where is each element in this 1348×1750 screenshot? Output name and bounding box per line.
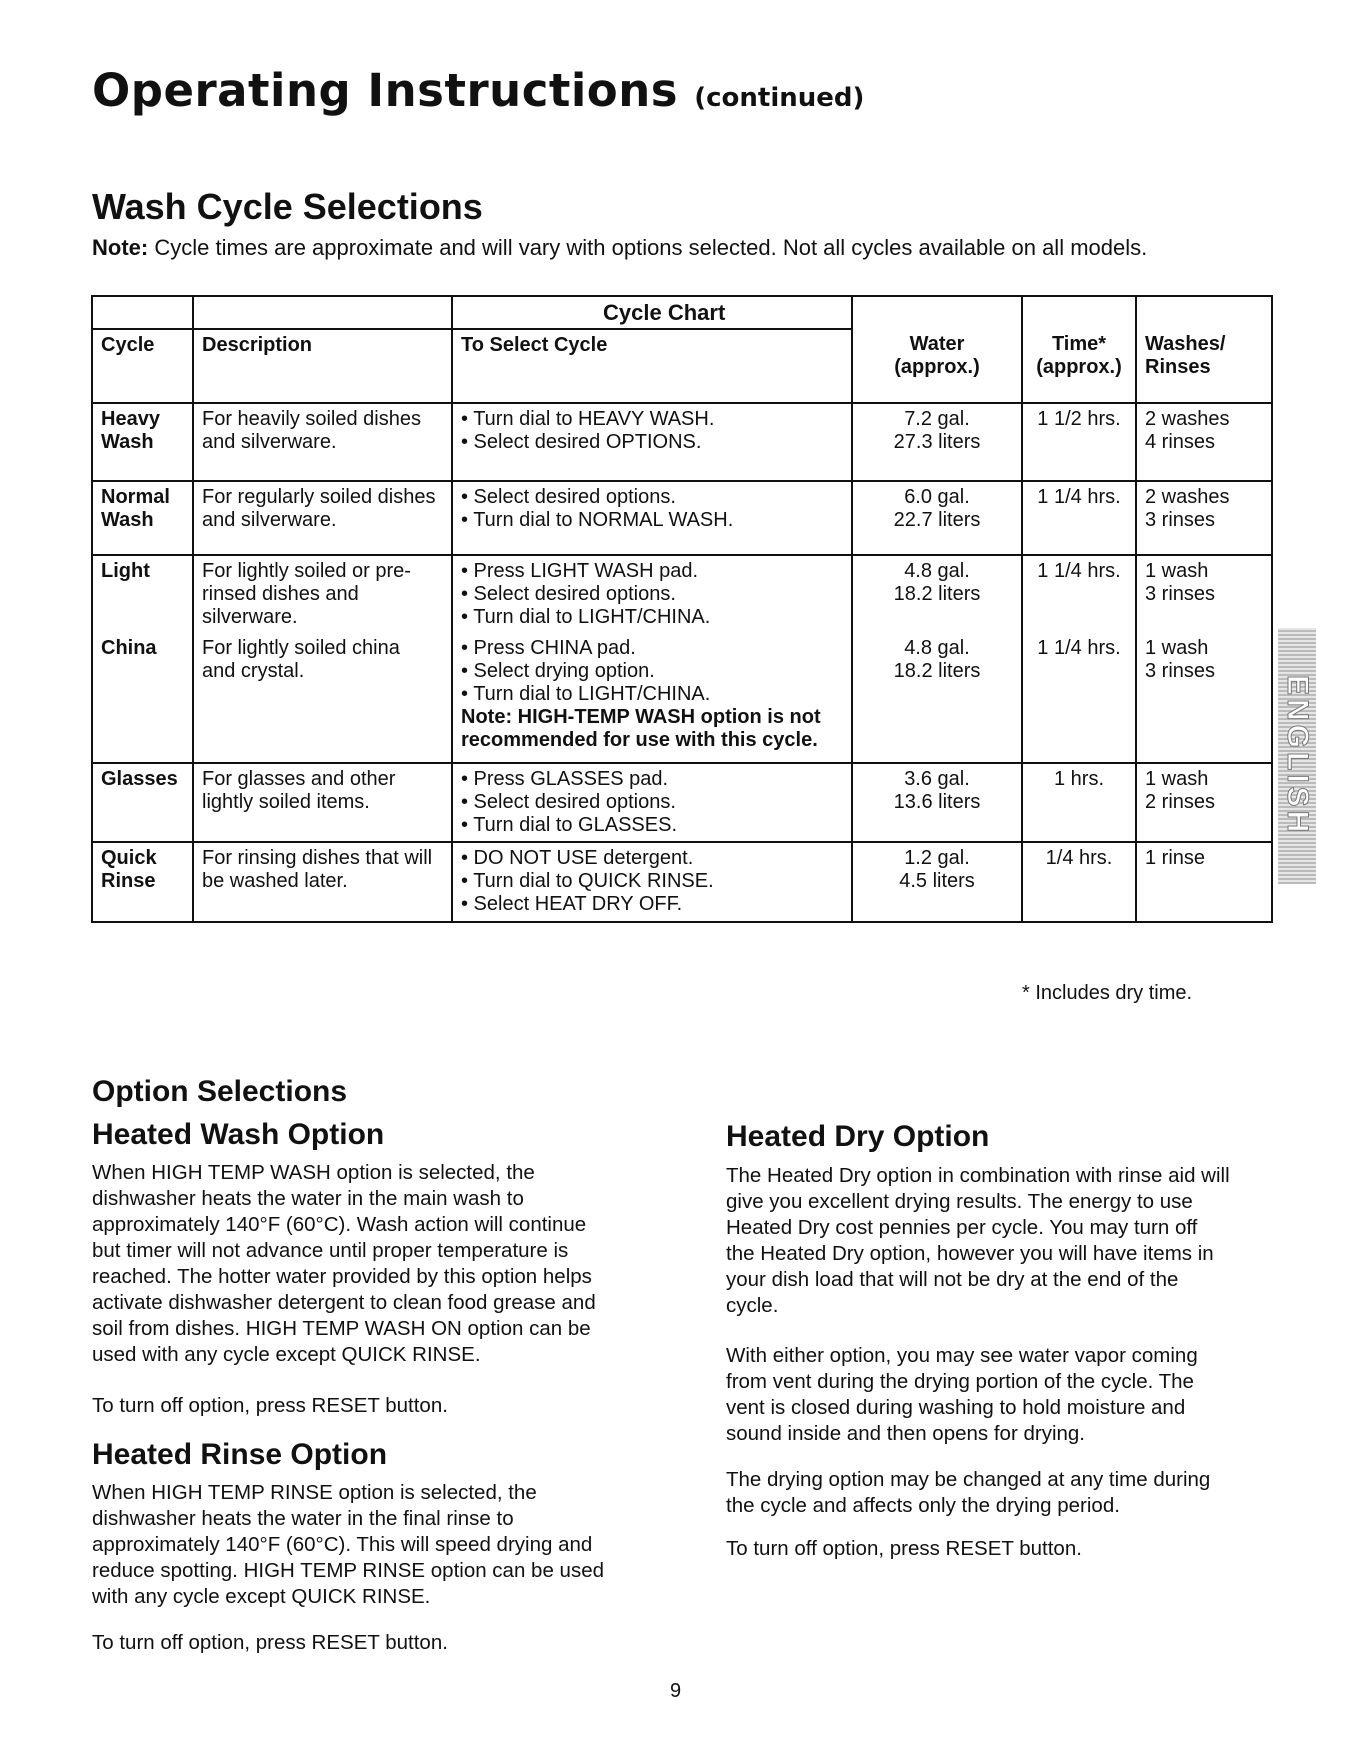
title-text: Operating Instructions bbox=[92, 64, 679, 117]
page-number: 9 bbox=[670, 1680, 682, 1702]
cycle-description: For lightly soiled china and crystal. bbox=[193, 633, 452, 763]
cycle-time: 1 1/4 hrs. bbox=[1022, 555, 1136, 633]
language-tab: ENGLISH bbox=[1278, 628, 1316, 884]
heated-rinse-title: Heated Rinse Option bbox=[92, 1438, 388, 1471]
cycle-description: For glasses and other lightly soiled items. bbox=[193, 763, 452, 842]
cycle-name: Heavy Wash bbox=[92, 403, 193, 481]
cycle-name: Glasses bbox=[92, 763, 193, 842]
table-row bbox=[92, 403, 1272, 481]
cycle-steps: • Press LIGHT WASH pad. • Select desired options. • Turn dial to LIGHT/CHINA. bbox=[452, 555, 852, 633]
heated-dry-turn-off: To turn off option, press RESET button. bbox=[726, 1537, 1082, 1560]
cycle-water: 3.6 gal. 13.6 liters bbox=[852, 763, 1022, 842]
heated-wash-text: When HIGH TEMP WASH option is selected, the dishwasher heats the water in the main wash to approximately 140°F (60°C). Wash action will continue but timer will not advance until proper temperature is reached. The hotter water provided by this option helps activate dishwasher detergent to clean food grease and soil from dishes. HIGH TEMP WASH ON option can be used with any cycle except QUICK RINSE. bbox=[92, 1161, 596, 1366]
chart-title-row bbox=[92, 296, 1272, 329]
heated-rinse-text: When HIGH TEMP RINSE option is selected, the dishwasher heats the water in the final rinse to approximately 140°F (60°C). This will speed drying and reduce spotting. HIGH TEMP RINSE option can be used with any cycle except QUICK RINSE. bbox=[92, 1481, 605, 1608]
cycle-time: 1 hrs. bbox=[1022, 763, 1136, 842]
cycle-time: 1 1/2 hrs. bbox=[1022, 403, 1136, 481]
cycle-name: Normal Wash bbox=[92, 481, 193, 555]
header-water: Water (approx.) bbox=[852, 329, 1022, 403]
table-row bbox=[92, 555, 1272, 633]
cycle-name: Light bbox=[92, 555, 193, 633]
cycle-description: For rinsing dishes that will be washed later. bbox=[193, 842, 452, 922]
cycle-steps: • DO NOT USE detergent. • Turn dial to QUICK RINSE. • Select HEAT DRY OFF. bbox=[452, 842, 852, 922]
cycle-note bbox=[92, 235, 1147, 261]
cycle-steps: • Press CHINA pad. • Select drying option. • Turn dial to LIGHT/CHINA. Note: HIGH-TEMP WASH option is not recommended for use with this cycle. bbox=[452, 633, 852, 763]
note-label: Note: bbox=[92, 235, 149, 260]
china-warning-2: recommended for use with this cycle. bbox=[461, 729, 818, 751]
table-row bbox=[92, 763, 1272, 842]
table-row bbox=[92, 842, 1272, 922]
option-selections-title: Option Selections bbox=[92, 1075, 348, 1108]
heated-rinse-turn-off: To turn off option, press RESET button. bbox=[92, 1631, 448, 1654]
table-row bbox=[92, 481, 1272, 555]
heated-dry-text-1: The Heated Dry option in combination with rinse aid will give you excellent drying results. The energy to use Heated Dry cost pennies per cycle. You may turn off the Heated Dry option, however you will have items in your dish load that will not be dry at the end of the cycle. bbox=[726, 1164, 1230, 1317]
china-warning: Note: HIGH-TEMP WASH option is not bbox=[461, 706, 821, 728]
header-description: Description bbox=[193, 329, 452, 403]
cycle-time: 1 1/4 hrs. bbox=[1022, 481, 1136, 555]
footnote: * Includes dry time. bbox=[1022, 982, 1193, 1004]
cycle-steps: • Press GLASSES pad. • Select desired options. • Turn dial to GLASSES. bbox=[452, 763, 852, 842]
chart-header-row bbox=[92, 329, 1272, 403]
cycle-name: Quick Rinse bbox=[92, 842, 193, 922]
cycle-steps: • Select desired options. • Turn dial to NORMAL WASH. bbox=[452, 481, 852, 555]
cycle-description: For regularly soiled dishes and silverware. bbox=[193, 481, 452, 555]
title-suffix: (continued) bbox=[694, 83, 865, 113]
cycle-water: 4.8 gal. 18.2 liters bbox=[852, 555, 1022, 633]
header-to-select: To Select Cycle bbox=[452, 329, 852, 403]
cycle-washes: 2 washes 3 rinses bbox=[1136, 481, 1272, 555]
cycle-washes: 1 wash 3 rinses bbox=[1136, 633, 1272, 763]
cycle-description: For lightly soiled or pre- rinsed dishes and silverware. bbox=[193, 555, 452, 633]
heated-dry-title: Heated Dry Option bbox=[726, 1120, 990, 1153]
cycle-washes: 1 wash 2 rinses bbox=[1136, 763, 1272, 842]
section-title: Wash Cycle Selections bbox=[92, 186, 483, 227]
cycle-water: 7.2 gal. 27.3 liters bbox=[852, 403, 1022, 481]
cycle-time: 1 1/4 hrs. bbox=[1022, 633, 1136, 763]
cycle-description: For heavily soiled dishes and silverware. bbox=[193, 403, 452, 481]
heated-dry-text-3: The drying option may be changed at any time during the cycle and affects only the drying period. bbox=[726, 1468, 1211, 1517]
cycle-water: 6.0 gal. 22.7 liters bbox=[852, 481, 1022, 555]
note-text: Cycle times are approximate and will vary with options selected. Not all cycles available on all models. bbox=[148, 235, 1148, 260]
chart-title: Cycle Chart bbox=[452, 296, 852, 329]
cycle-water: 1.2 gal. 4.5 liters bbox=[852, 842, 1022, 922]
heated-wash-title: Heated Wash Option bbox=[92, 1118, 385, 1151]
cycle-chart-table bbox=[91, 295, 1273, 923]
header-washes: Washes/ Rinses bbox=[1136, 329, 1272, 403]
header-cycle: Cycle bbox=[92, 329, 193, 403]
cycle-steps: • Turn dial to HEAVY WASH. • Select desired OPTIONS. bbox=[452, 403, 852, 481]
cycle-name: China bbox=[92, 633, 193, 763]
cycle-time: 1/4 hrs. bbox=[1022, 842, 1136, 922]
heated-dry-text-2: With either option, you may see water vapor coming from vent during the drying portion of the cycle. The vent is closed during washing to hold moisture and sound inside and then opens for drying. bbox=[726, 1344, 1198, 1445]
table-row bbox=[92, 633, 1272, 763]
cycle-washes: 1 wash 3 rinses bbox=[1136, 555, 1272, 633]
header-time: Time* (approx.) bbox=[1022, 329, 1136, 403]
cycle-washes: 1 rinse bbox=[1136, 842, 1272, 922]
heated-wash-turn-off: To turn off option, press RESET button. bbox=[92, 1394, 448, 1417]
cycle-washes: 2 washes 4 rinses bbox=[1136, 403, 1272, 481]
page-title bbox=[92, 64, 864, 117]
cycle-water: 4.8 gal. 18.2 liters bbox=[852, 633, 1022, 763]
